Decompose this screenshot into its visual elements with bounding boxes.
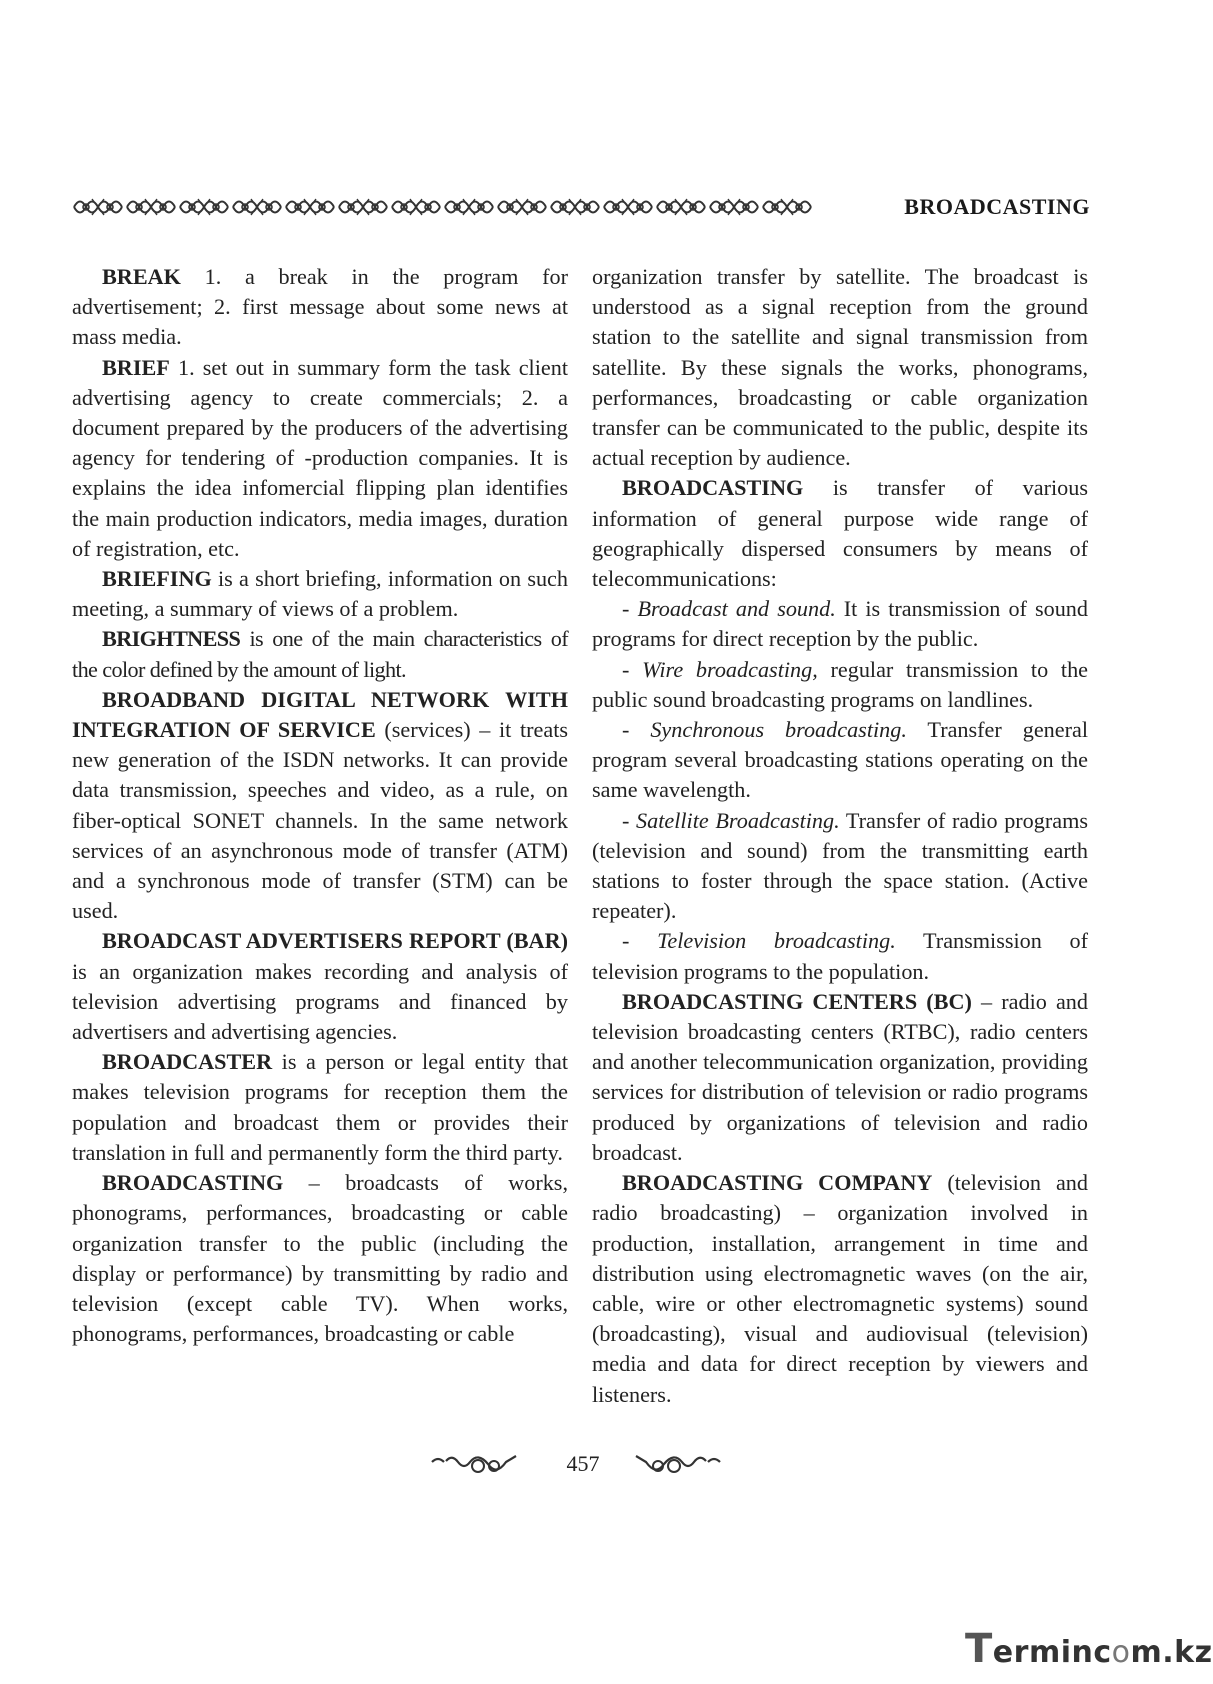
entry-term: BROADCAST ADVERTISERS REPORT (BAR) (102, 928, 568, 954)
entry-text: 1. a break in the program for advertisement; 2. first message about some news at mass media. (72, 264, 568, 350)
entry-term: BREAK (102, 264, 181, 289)
page-number: 457 (566, 1451, 600, 1476)
list-dash: - (622, 596, 638, 622)
right-column (592, 262, 1088, 1410)
entry-briefing (72, 564, 568, 624)
entry-term: BROADCASTING CENTERS (BC) (622, 988, 972, 1014)
entry-text: is one of the main characteristics of the color defined by the amount of light. (72, 626, 568, 682)
left-column (72, 262, 568, 1349)
entry-broadband-digital-network (72, 685, 568, 927)
entry-text: (television and radio broadcasting) – organization involved in production, installation, arrangement in time and distribution using electromagnetic waves (on the air, cable, wire or other electromagnetic systems) sound (broadcasting), visual and audiovisual (television) media and data for direct reception by viewers and listeners. (592, 1170, 1088, 1407)
entry-broadcasting-centers (592, 987, 1088, 1168)
entry-broadcasting-transfer (592, 473, 1088, 594)
footer-ornament-left-icon (430, 1452, 520, 1480)
list-item-title: Wire broadcasting, (642, 656, 818, 682)
entry-broadcasting-company (592, 1168, 1088, 1410)
list-item-title: Television broadcasting. (657, 928, 896, 954)
entry-continuation: organization transfer by satellite. The broadcast is understood as a signal reception from the ground station to the satellite and signal transmission from satellite. By these signals the works, phonograms, performances, broadcasting or cable organization transfer can be communicated to the public, despite its actual reception by audience. (592, 264, 1088, 471)
watermark-logo (965, 1626, 1213, 1672)
ornament-band (72, 192, 814, 222)
entry-term: BRIGHTNESS (102, 626, 241, 652)
entry-text: 1. set out in summary form the task client advertising agency to create commercials; 2. a document prepared by the producers of the advertising agency for tendering of -production companies. It is explains the idea infomercial flipping plan identifies the main production indicators, media images, duration of registration, etc. (72, 354, 568, 561)
list-item (592, 655, 1088, 715)
list-dash: - (622, 656, 643, 682)
entry-term: BROADCASTING COMPANY (622, 1170, 933, 1196)
list-item (592, 806, 1088, 927)
entry-term: BROADCASTER (102, 1049, 273, 1075)
watermark-text: erminc (992, 1635, 1112, 1670)
entry-broadcasting-works (72, 1168, 568, 1349)
list-item (592, 926, 1088, 986)
list-dash: - (622, 717, 651, 743)
watermark-letter: T (965, 1626, 993, 1672)
list-dash: - (622, 807, 637, 833)
list-item-text: Transmission of television programs to the population. (592, 928, 1088, 984)
list-item-text: regular transmission to the public sound broadcasting programs on landlines. (592, 656, 1089, 712)
entry-text: is an organization makes recording and analysis of television advertising programs and financed by advertisers and advertising agencies. (72, 958, 568, 1045)
running-header-title: BROADCASTING (904, 194, 1090, 219)
watermark-text: m.kz (1130, 1635, 1213, 1670)
entry-term: BROADCASTING (102, 1170, 284, 1196)
watermark-letter: o (1111, 1635, 1131, 1670)
entry-text: is a person or legal entity that makes television programs for reception them the population and broadcast them or provides their translation in full and permanently form the third party. (72, 1049, 568, 1165)
list-item-text: It is transmission of sound programs for direct reception by the public. (592, 596, 1088, 652)
entry-text: is a short briefing, information on such meeting, a summary of views of a problem. (72, 566, 568, 622)
entry-term: BROADBAND DIGITAL NETWORK WITH INTEGRATION OF SERVICE (72, 686, 568, 743)
list-item-title: Synchronous broadcasting. (650, 717, 907, 743)
entry-broadcast-advertisers-report (72, 926, 568, 1047)
footer-ornament-right-icon (632, 1452, 722, 1480)
entry-brief (72, 353, 568, 564)
list-item-title: Broadcast and sound. (637, 596, 836, 622)
entry-text: is transfer of various information of general purpose wide range of geographically dispersed consumers by means of telecommunications: (592, 475, 1088, 592)
list-item (592, 715, 1088, 806)
entry-text: – broadcasts of works, phonograms, performances, broadcasting or cable organization transfer to the public (including the display or performance) by transmitting by radio and television (except cable TV). When works, phonograms, performances, broadcasting or cable (72, 1170, 568, 1347)
list-item-text: Transfer general program several broadcasting stations operating on the same wavelength. (592, 717, 1089, 803)
list-item (592, 594, 1088, 654)
list-item-title: Satellite Broadcasting. (636, 807, 840, 833)
entry-term: BRIEF (102, 354, 170, 380)
entry-term: BRIEFING (102, 566, 212, 592)
entry-break (72, 262, 568, 353)
entry-brightness (72, 624, 568, 684)
entry-text: (services) – it treats new generation of the ISDN networks. It can provide data transmission, speeches and video, as a rule, on fiber-optical SONET channels. In the same network services of an asynchronous mode of transfer (ATM) and a synchronous mode of transfer (STM) can be used. (72, 717, 568, 924)
entry-term: BROADCASTING (622, 475, 804, 501)
entry-broadcaster (72, 1047, 568, 1168)
entry-text: – radio and television broadcasting centers (RTBC), radio centers and another telecommunication organization, providing services for distribution of television or radio programs produced by organizations of television and radio broadcast. (592, 988, 1088, 1165)
list-dash: - (622, 928, 658, 954)
list-item-text: Transfer of radio programs (television and sound) from the transmitting earth stations to foster through the space station. (Active repeater). (592, 807, 1088, 924)
